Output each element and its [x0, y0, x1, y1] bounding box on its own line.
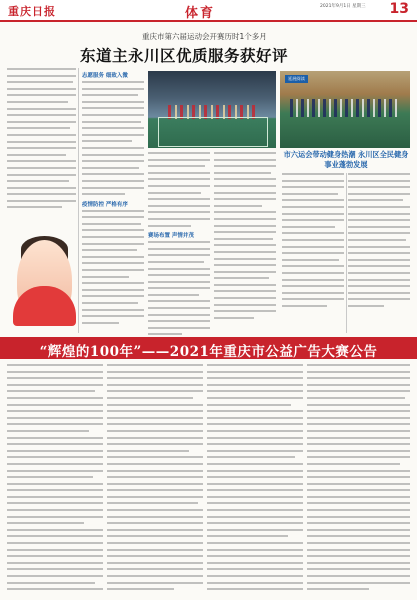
announcement-text-2	[107, 364, 203, 590]
column-5	[282, 173, 344, 311]
announcement-text-3	[207, 364, 303, 590]
story-kicker: 重庆市第六届运动会开赛历时1个多月	[142, 32, 267, 41]
announcement-col-4	[307, 364, 410, 595]
column-4-text	[214, 152, 276, 319]
subheading-epidemic: 疫情防控 严格有序	[82, 201, 128, 208]
column-divider	[346, 173, 347, 333]
announcement-col-2	[107, 364, 203, 595]
left-text-block	[7, 68, 76, 208]
newspaper-logo: 重庆日报	[8, 5, 56, 18]
sidebar-headline: 市六运会带动健身热潮 永川区全民健身事业蓬勃发展	[283, 150, 409, 169]
related-reading-tag: 延展阅读	[285, 75, 308, 83]
column-4	[214, 152, 276, 323]
page-number: 13	[389, 1, 409, 17]
column-divider	[78, 68, 79, 333]
column-2-text-b	[82, 210, 144, 324]
story-headline: 东道主永川区优质服务获好评	[80, 46, 289, 65]
column-6-text	[348, 173, 410, 307]
announcement-col-3	[207, 364, 303, 595]
subheading-volunteer: 志愿服务 细致入微	[82, 73, 128, 79]
left-column	[7, 68, 76, 328]
announcement-col-1	[7, 364, 103, 595]
subheading-venue: 赛场布置 声情并茂	[148, 233, 194, 240]
photo-court	[158, 117, 268, 147]
announcement-text-4	[307, 364, 410, 590]
photo-runners	[290, 99, 400, 117]
column-3	[148, 152, 210, 340]
ad-banner-title: “辉煌的100年”——2021年重庆市公益广告大赛公告	[39, 344, 378, 360]
issue-date: 2021年9月1日 星期三	[320, 4, 366, 9]
section-title: 体育	[185, 6, 216, 21]
main-photo	[148, 71, 276, 148]
column-3-text-b	[148, 241, 210, 335]
page-header	[0, 0, 417, 22]
column-3-text	[148, 152, 210, 227]
announcement-text-1	[7, 364, 103, 590]
column-5-text	[282, 173, 344, 307]
column-2-text	[82, 81, 144, 195]
column-2	[82, 68, 144, 328]
column-6	[348, 173, 410, 311]
